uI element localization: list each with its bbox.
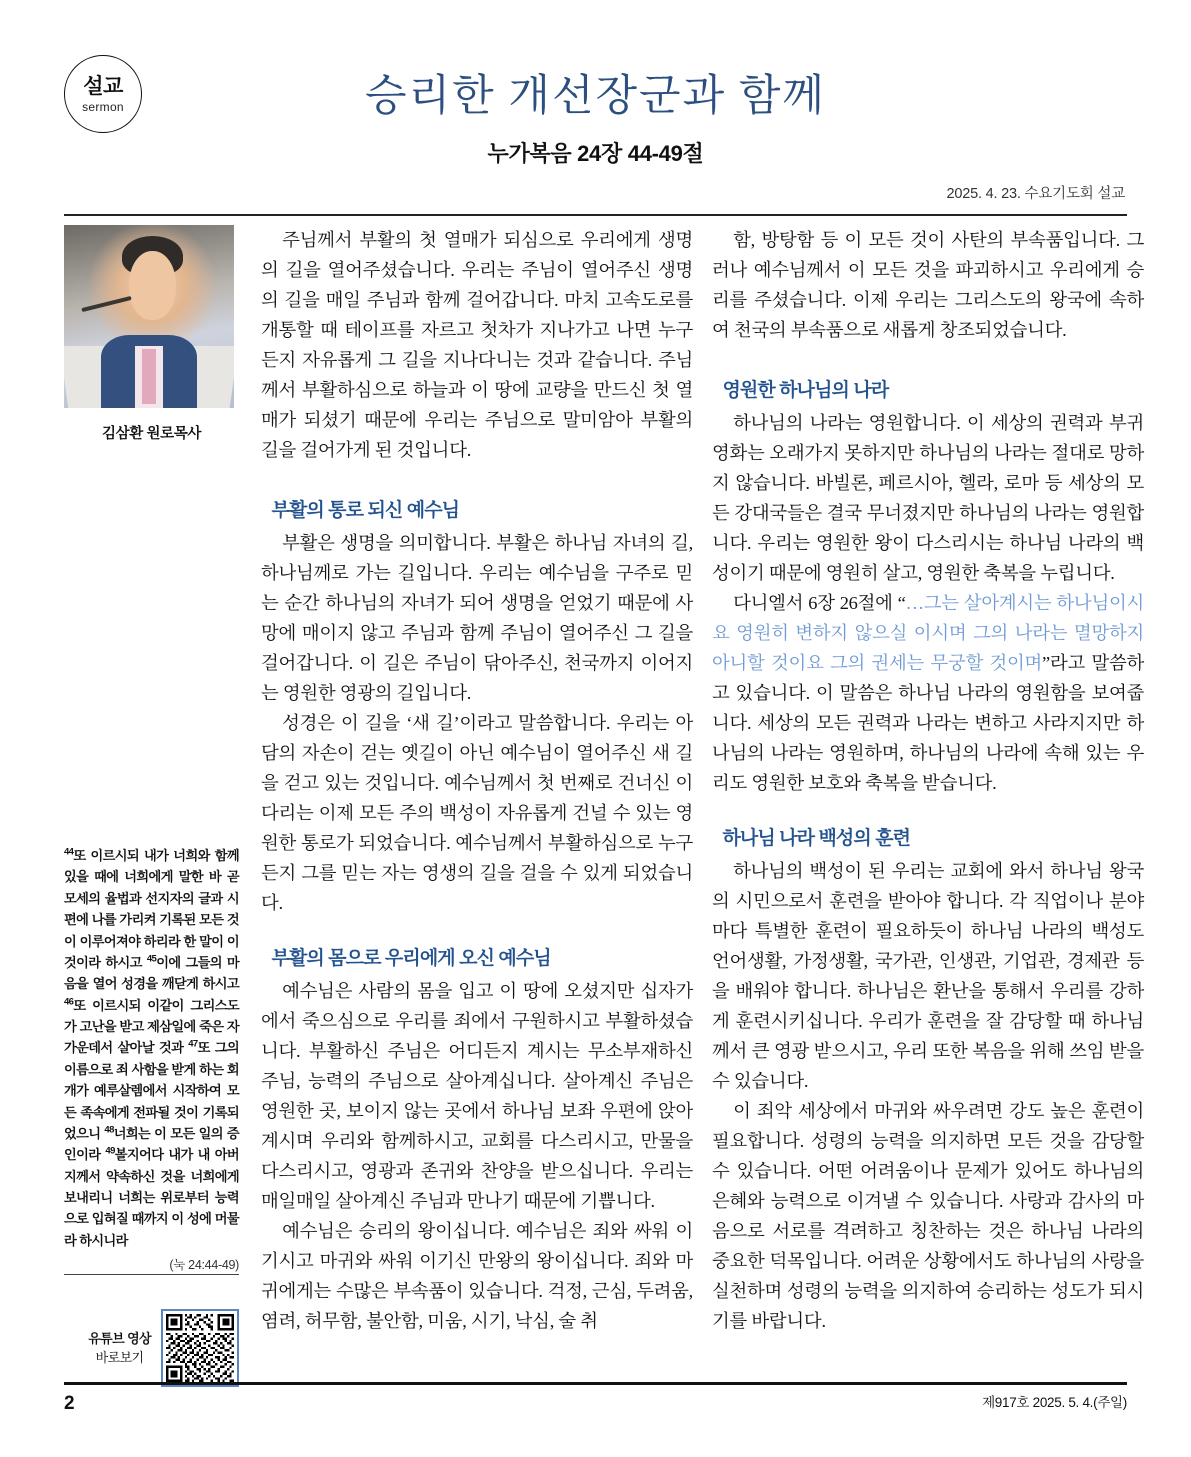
scripture-reference: (눅 24:44-49) bbox=[169, 1258, 239, 1273]
paragraph: 이 죄악 세상에서 마귀와 싸우려면 강도 높은 훈련이 필요합니다. 성령의 능력을 의지하면 모든 것을 감당할 수 있습니다. 어떤 어려움이나 문제가 있어도 하나님의 은혜와 능력으로 이겨낼 수 있습니다. 사랑과 감사의 마음으로 서로를 격려하고 칭찬하는 것은 하나님 나라의 중요한 덕목입니다. 어려운 상황에서도 하나님의 사랑을 실천하며 성령의 능력을 의지하여 승리하는 성도가 되시기를 바랍니다. bbox=[712, 1101, 1144, 1331]
scripture-body: $^{44}$또 이르시되 내가 너희와 함께 있을 때에 너희에게 말한 바 곧 모세의 율법과 선지자의 글과 시편에 나를 가리켜 기록된 모든 것이 이루어져야 하리라 한 말이 이것이라 하시고 $^{45}$이에 그들의 마음을 열어 성경을 깨닫게 하시고 $^{46}$또 이르시되 이같이 그리스도가 고난을 받고 제삼일에 죽은 자 가운데서 살아날 것과 $^{47}$또 그의 이름으로 죄 사함을 받게 하는 회개가 예루살렘에서 시작하여 모든 족속에게 전파될 것이 기록되었으니 $^{48}$너희는 이 모든 일의 증인이라 $^{49}$볼지어다 내가 내 아버지께서 약속하신 것을 너희에게 보내리니 너희는 위로부터 능력으로 입혀질 때까지 이 성에 머물라 하시니라 bbox=[64, 846, 239, 1248]
service-dateline: 2025. 4. 23. 수요기도회 설교 bbox=[946, 186, 1125, 202]
section-heading: 부활의 통로 되신 예수님 bbox=[271, 500, 460, 521]
verse-number: 44 bbox=[64, 846, 74, 858]
scripture-subtitle: 누가복음 24장 44-49절 bbox=[487, 141, 704, 167]
page-content bbox=[64, 225, 1144, 1375]
qr-code-svg bbox=[166, 1314, 234, 1382]
verse-number: 47 bbox=[188, 1038, 198, 1050]
verse-number: 49 bbox=[105, 1145, 115, 1157]
verse-number: 48 bbox=[104, 1124, 114, 1136]
paragraph: 하나님의 나라는 영원합니다. 이 세상의 권력과 부귀영화는 오래가지 못하지만 하나님의 나라는 절대로 망하지 않습니다. 바빌론, 페르시아, 헬라, 로마 등 세상의 모든 강대국들은 결국 무너졌지만 하나님의 나라는 영원합니다. 우리는 영원한 왕이 다스리시는 하나님 나라의 백성이기 때문에 영원히 살고, 영원한 축복을 누립니다. bbox=[712, 413, 1144, 583]
qr-label-line1: 유튜브 영상 bbox=[88, 1330, 151, 1346]
verse-number: 46 bbox=[64, 996, 74, 1008]
sidebar-rail bbox=[64, 225, 239, 1365]
paragraph: 성경은 이 길을 ‘새 길’이라고 말씀합니다. 우리는 아담의 자손이 걷는 옛길이 아닌 예수님이 열어주신 새 길을 걷고 있는 것입니다. 예수님께서 첫 번째로 건너신 이 다리는 이제 모든 주의 백성이 자유롭게 건널 수 있는 영원한 통로가 되었습니다. 예수님께서 부활하심으로 누구든지 그를 믿는 자는 영생의 길을 걸을 수 있게 되었습니다. bbox=[261, 713, 693, 913]
page-number: 2 bbox=[64, 1393, 75, 1414]
youtube-qr-block[interactable] bbox=[64, 1309, 239, 1387]
quote-tail-text: ”라고 말씀하고 있습니다. 이 말씀은 하나님 나라의 영원함을 보여줍니다. 세상의 모든 권력과 나라는 변하고 사라지지만 하나님의 나라는 영원하며, 하나님의 나라에 속해 있는 우리도 영원한 보호와 축복을 받습니다. bbox=[712, 653, 1144, 793]
article-column-right bbox=[712, 225, 1144, 1336]
paragraph: 예수님은 승리의 왕이십니다. 예수님은 죄와 싸워 이기시고 마귀와 싸워 이기신 만왕의 왕이십니다. 죄와 마귀에게는 수많은 부속품이 있습니다. 걱정, 근심, 두려움, 염려, 허무함, 불안함, 미움, 시기, 낙심, 술 취 bbox=[261, 1221, 693, 1331]
sidebar-divider bbox=[64, 1274, 239, 1275]
photo-tie bbox=[142, 349, 156, 404]
paragraph: 함, 방탕함 등 이 모든 것이 사탄의 부속품입니다. 그러나 예수님께서 이 모든 것을 파괴하시고 우리에게 승리를 주셨습니다. 이제 우리는 그리스도의 왕국에 속하여 천국의 부속품으로 새롭게 창조되었습니다. bbox=[712, 230, 1144, 340]
qr-label-line2: 바로보기 bbox=[95, 1350, 144, 1365]
page-title: 승리한 개선장군과 함께 bbox=[365, 73, 826, 120]
bible-quote-text: …그는 살아계시는 하나님이시요 영원히 변하지 않으실 이시며 그의 나라는 멸망하지 아니할 것이요 그의 권세는 무궁할 것이며 bbox=[712, 593, 1144, 673]
issue-info: 제917호 2025. 5. 4.(주일) bbox=[982, 1395, 1127, 1410]
paragraph: 하나님의 백성이 된 우리는 교회에 와서 하나님 왕국의 시민으로서 훈련을 받아야 합니다. 각 직업이나 분야마다 특별한 훈련이 필요하듯이 하나님 나라의 백성도 언어생활, 가정생활, 국가관, 인생관, 기업관, 경제관 등을 배워야 합니다. 하나님은 환난을 통해서 우리를 강하게 훈련시키십니다. 우리가 훈련을 잘 감당할 때 하나님께서 큰 영광 받으시고, 우리 또한 복음을 위해 쓰임 받을 수 있습니다. bbox=[712, 861, 1144, 1091]
paragraph: 예수님은 사람의 몸을 입고 이 땅에 오셨지만 십자가에서 죽으심으로 우리를 죄에서 구원하시고 부활하셨습니다. 부활하신 주님은 어디든지 계시는 무소부재하신 주님, 능력의 주님으로 살아계십니다. 살아계신 주님은 영원한 곳, 보이지 않는 곳에서 하나님 보좌 우편에 앉아 계시며 우리와 함께하시고, 교회를 다스리시고, 만물을 다스리시고, 영광과 존귀와 찬양을 받으십니다. 우리는 매일매일 살아계신 주님과 만나기 때문에 기쁩니다. bbox=[261, 981, 693, 1211]
quote-lead-text: 다니엘서 6장 26절에 “ bbox=[733, 593, 906, 613]
microphone-icon bbox=[81, 296, 131, 312]
sermon-badge-ko-label: 설교 bbox=[83, 74, 123, 98]
verse-number: 45 bbox=[146, 953, 157, 965]
qr-code-image[interactable] bbox=[161, 1309, 239, 1387]
paragraph: 주님께서 부활의 첫 열매가 되심으로 우리에게 생명의 길을 열어주셨습니다. 우리는 주님이 열어주신 생명의 길을 매일 주님과 함께 걸어갑니다. 마치 고속도로를 개통할 때 테이프를 자르고 첫차가 지나가고 나면 누구든지 자유롭게 그 길을 지나다니는 것과 같습니다. 주님께서 부활하심으로 하늘과 이 땅에 교량을 만드신 첫 열매가 되셨기 때문에 우리는 주님으로 말미암아 부활의 길을 걸어가게 된 것입니다. bbox=[261, 230, 693, 460]
header-divider bbox=[64, 214, 1127, 216]
paragraph-with-quote bbox=[712, 588, 1144, 798]
preacher-photo bbox=[64, 225, 234, 408]
page-header bbox=[0, 0, 1191, 215]
paragraph: 부활은 생명을 의미합니다. 부활은 하나님 자녀의 길, 하나님께로 가는 길입니다. 우리는 예수님을 구주로 믿는 순간 하나님의 자녀가 되어 생명을 얻었기 때문에 사망에 매이지 않고 주님과 함께 주님이 열어주신 그 길을 걸어갑니다. 이 길은 주님이 닦아주신, 천국까지 이어지는 영원한 영광의 길입니다. bbox=[261, 533, 693, 703]
qr-label bbox=[88, 1329, 151, 1368]
section-heading: 부활의 몸으로 우리에게 오신 예수님 bbox=[271, 948, 551, 969]
section-heading: 하나님 나라 백성의 훈련 bbox=[722, 828, 911, 849]
photo-face bbox=[129, 251, 177, 321]
footer-divider bbox=[64, 1382, 1127, 1385]
title-block bbox=[0, 72, 1191, 168]
scripture-passage bbox=[64, 845, 239, 1275]
article-column-left bbox=[261, 225, 693, 1336]
preacher-name-caption: 김삼환 원로목사 bbox=[102, 426, 201, 442]
section-heading: 영원한 하나님의 나라 bbox=[722, 380, 889, 401]
sermon-badge-en-label: sermon bbox=[82, 99, 124, 114]
